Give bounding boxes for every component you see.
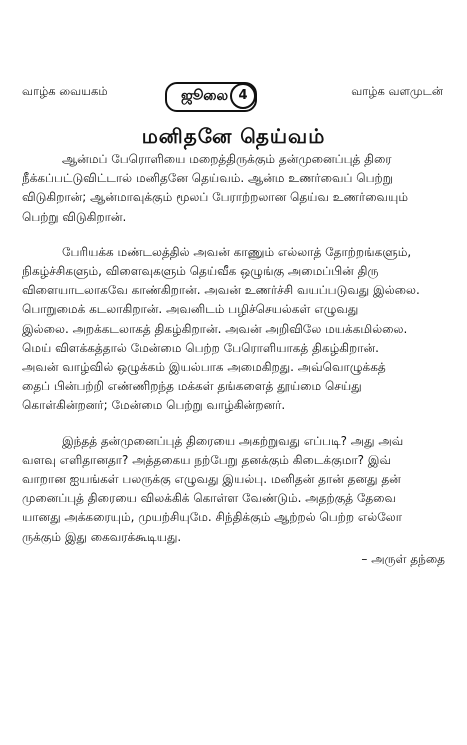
paragraph-3 [22, 432, 446, 547]
page-header [0, 82, 467, 116]
text-line: விடுகிறான்; ஆன்மாவுக்கும் மூலப் பேராற்றலான தெய்வ உணர்வையும் [22, 190, 408, 205]
text-line: வாறான ஐயங்கள் பலருக்கு எழுவது இயல்பு. மனிதன் தான் தனது தன் [22, 472, 401, 487]
text-line: தைப் பின்பற்றி எண்ணிறந்த மக்கள் தங்களைத் தூய்மை செய்து [22, 379, 362, 394]
text-line: முனைப்புத் திரையை விலக்கிக் கொள்ள வேண்டும். அதற்குத் தேவை [22, 491, 397, 506]
date-badge [165, 82, 257, 112]
month-label: ஜூலை [181, 88, 229, 104]
page-title: மனிதனே தெய்வம் [141, 124, 326, 148]
text-line: யானது அக்கரையும், முயற்சியுமே. சிந்திக்கும் ஆற்றல் பெற்ற எல்லோ [22, 510, 402, 525]
text-line: வளவு எளிதானதா? அத்தகைய நற்பேறு தனக்கும் கிடைக்குமா? இவ் [22, 452, 391, 467]
author-signature: – அருள் தந்தை [361, 552, 445, 566]
text-line: கொள்கின்றனர்; மேன்மை பெற்று வாழ்கின்றனர். [22, 398, 286, 413]
text-line: ஆன்மப் பேரொளியை மறைத்திருக்கும் தன்முனைப்புத் திரை [62, 152, 392, 166]
body-text [22, 150, 446, 563]
text-line: மெய் விளக்கத்தால் மேன்மை பெற்ற பேரொளியாகத் திகழ்கிறான். [22, 340, 379, 355]
text-line: இந்தத் தன்முனைப்புத் திரையை அகற்றுவது எப்படி? அது அவ் [62, 433, 404, 448]
text-line: ருக்கும் இது கைவரக்கூடியது. [22, 529, 182, 544]
text-line: விளையாடலாகவே காண்கிறான். அவன் உணர்ச்சி வயப்படுவது இல்லை. [22, 283, 420, 298]
header-right-motto: வாழ்க வளமுடன் [351, 84, 443, 98]
text-line: பெற்று விடுகிறான். [22, 209, 127, 224]
paragraph-2 [22, 243, 446, 416]
text-line: அவன் வாழ்வில் ஒழுக்கம் இயல்பாக அமைகிறது. அவ்வொழுக்கத் [22, 360, 386, 375]
text-line: பொறுமைக் கடலாகிறான். அவனிடம் பழிச்செயல்கள் எழுவது [22, 302, 359, 317]
text-line: நிகழ்ச்சிகளும், விளைவுகளும் தெய்வீக ஒழுங்கு அமைப்பின் திரு [22, 264, 379, 279]
text-line: பேரியக்க மண்டலத்தில் அவன் காணும் எல்லாத் தோற்றங்களும், [62, 244, 412, 259]
text-line: இல்லை. அறக்கடலாகத் திகழ்கிறான். அவன் அறிவிலே மயக்கமில்லை. [22, 321, 408, 336]
paragraph-1 [22, 150, 446, 227]
day-number: 4 [230, 83, 256, 109]
text-line: நீக்கப்பட்டுவிட்டால் மனிதனே தெய்வம். ஆன்ம உணர்வைப் பெற்று [22, 171, 393, 186]
header-left-motto: வாழ்க வையகம் [22, 84, 108, 98]
